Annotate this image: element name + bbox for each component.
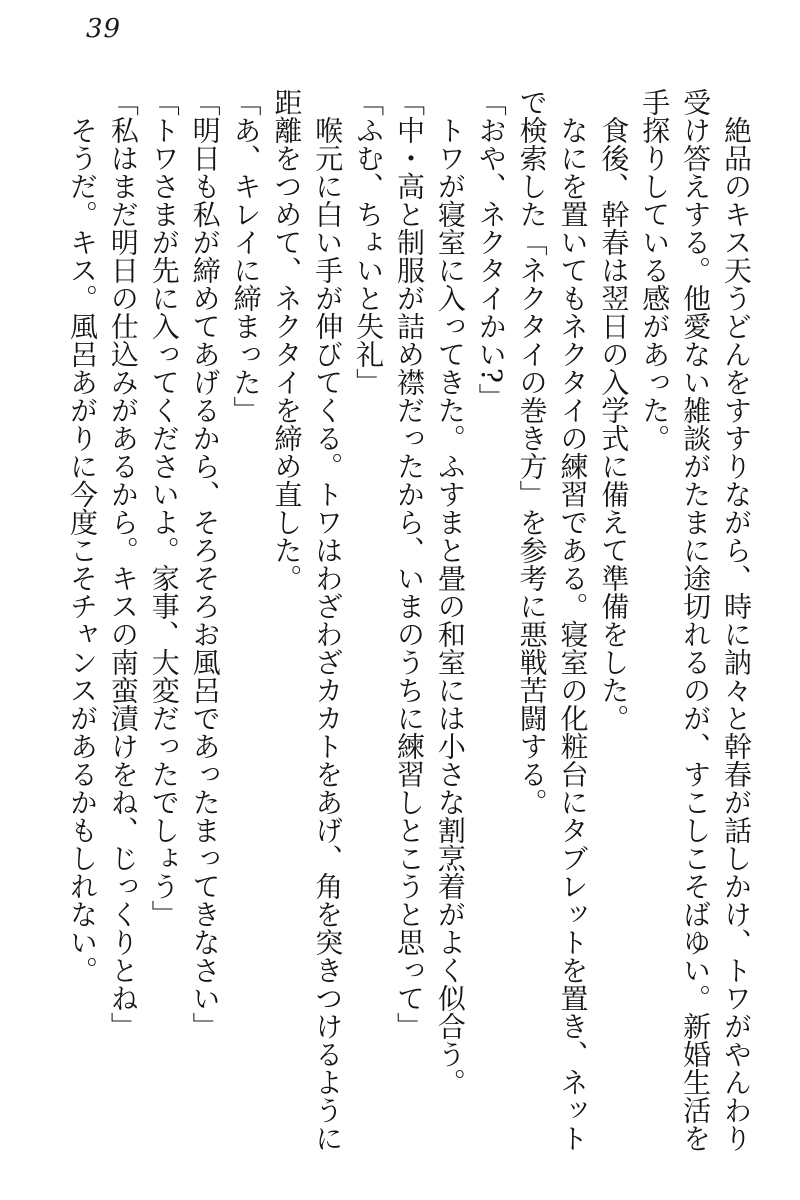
page-number: 39 (86, 14, 122, 44)
paragraph: 食後、幹春は翌日の入学式に備えて準備をした。 (597, 116, 631, 732)
paragraph: なにを置いてもネクタイの練習である。寝室の化粧台にタブレットを置き、ネットで検索した「ネクタイの巻き方」を参考に悪戦苦闘する。 (515, 88, 590, 1152)
paragraph: トワが寝室に入ってきた。ふすまと畳の和室には小さな割烹着がよく似合う。 (433, 116, 467, 1096)
paragraph: 「トワさまが先に入ってくださいよ。家事、大変だったでしょう」 (147, 88, 181, 928)
text-block (61, 88, 756, 1170)
paragraph: 絶品のキス天うどんをすすりながら、時に訥々と幹春が話しかけ、トワがやんわり受け答えする。他愛ない雑談がたまに途切れるのが、すこしこそばゆい。新婚生活を手探りしている感があった。 (638, 88, 753, 1152)
paragraph: 「中・高と制服が詰め襟だったから、いまのうちに練習しとこうと思って」 (393, 88, 426, 1040)
paragraph: そうだ。キス。風呂あがりに今度こそチャンスがあるかもしれない。 (66, 116, 99, 984)
paragraph: 「おや、ネクタイかい?」 (474, 88, 508, 412)
paragraph: 喉元に白い手が伸びてくる。トワはわざわざカカトをあげ、角を突きつけるように距離をつめて、ネクタイを締め直した。 (270, 88, 345, 1152)
paragraph: 「私はまだ明日の仕込みがあるから。キスの南蛮漬けをね、じっくりとね」 (106, 88, 140, 1040)
paragraph: 「明日も私が締めてあげるから、そろそろお風呂であったまってきなさい」 (188, 88, 222, 1040)
paragraph: 「ふむ、ちょいと失礼」 (352, 88, 386, 396)
paragraph: 「あ、キレイに締まった」 (229, 88, 263, 424)
